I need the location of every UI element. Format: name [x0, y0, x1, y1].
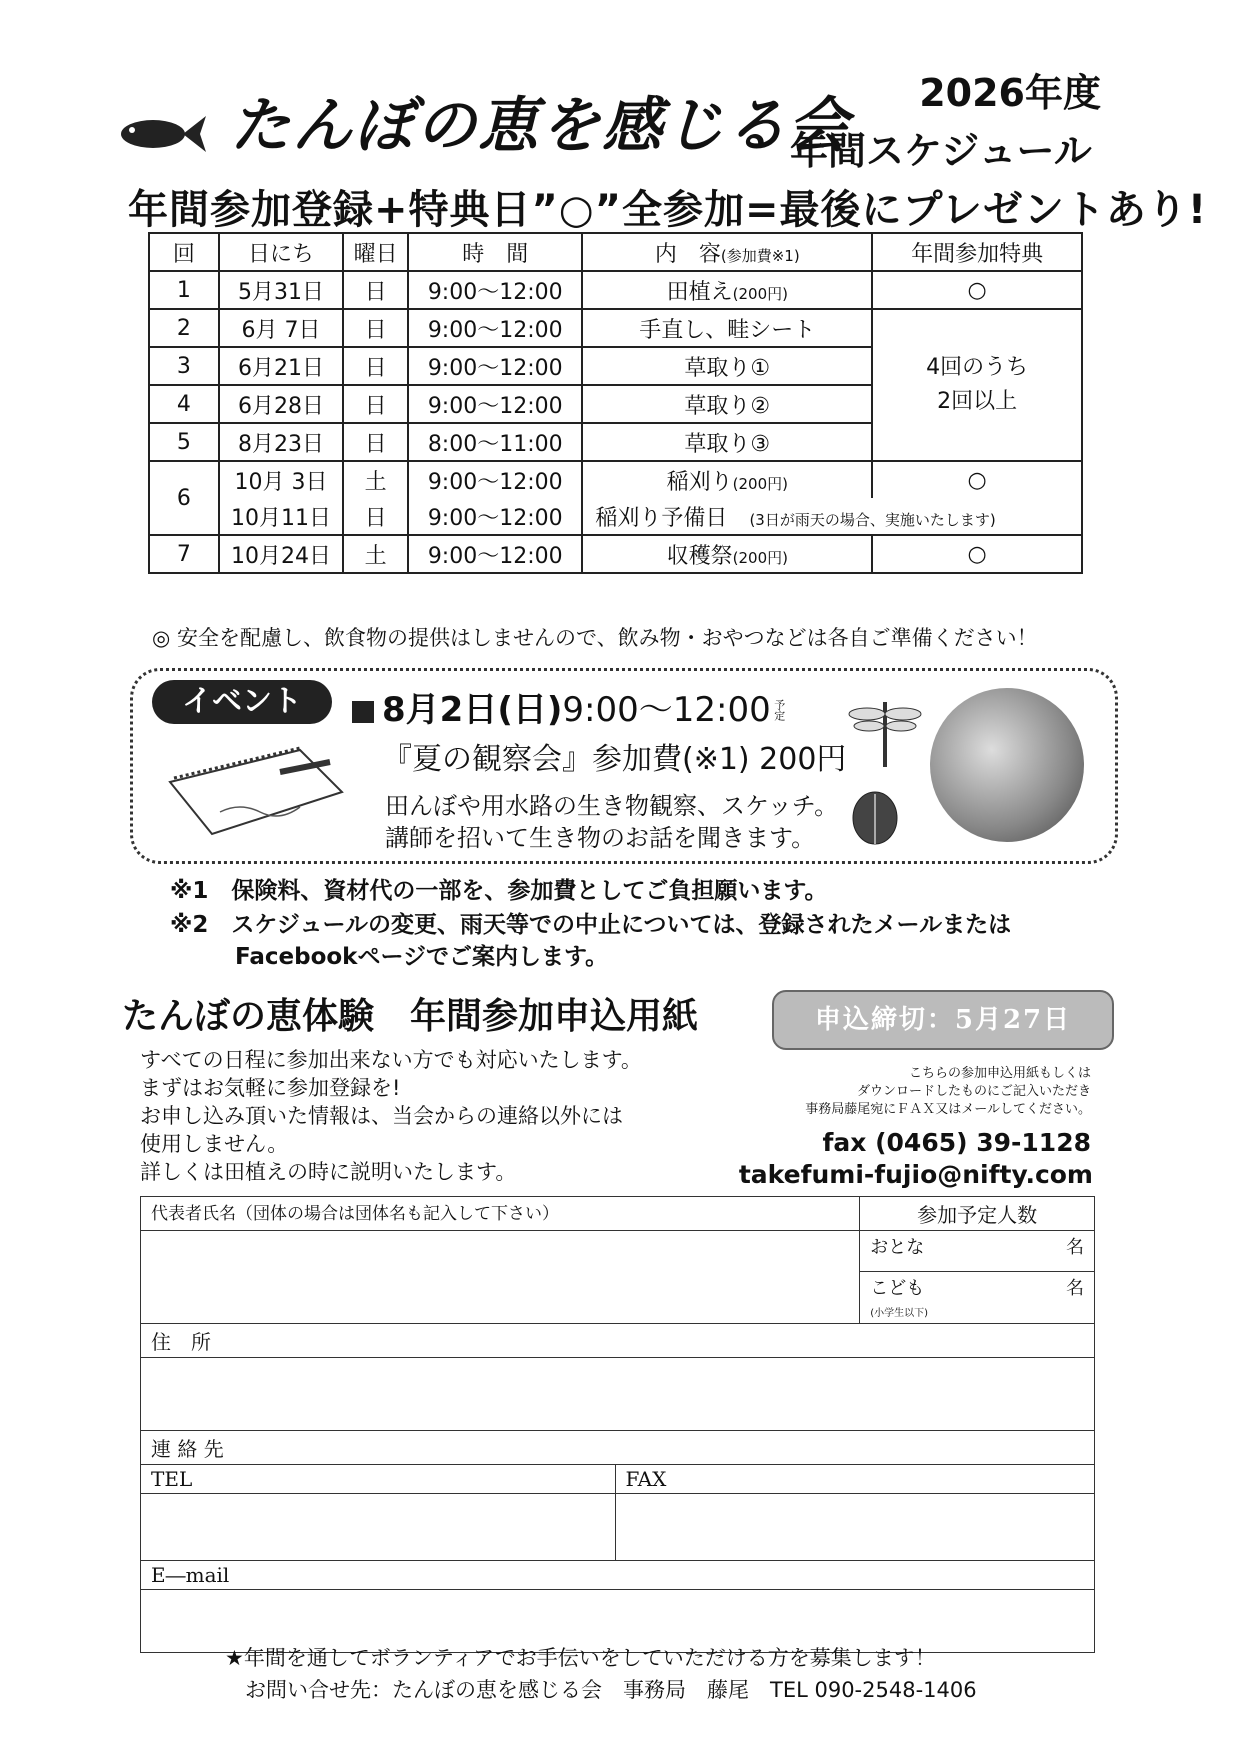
- intro-text: まずはお気軽に参加登録を!: [140, 1076, 401, 1100]
- row-content: 収穫祭(200円): [582, 535, 872, 573]
- submit-note: こちらの参加申込用紙もしくは: [908, 1066, 1091, 1081]
- row-content: 稲刈り(200円): [582, 461, 872, 498]
- fax-field[interactable]: [615, 1494, 1095, 1561]
- row-number: 3: [149, 347, 219, 385]
- nature-photo: [930, 688, 1084, 842]
- group-benefit: 4回のうち 2回以上: [872, 309, 1082, 461]
- row-time: 9:00～12:00: [408, 385, 582, 423]
- table-row: [149, 309, 1082, 347]
- event-description: 田んぼや用水路の生き物観察、スケッチ。: [385, 792, 839, 820]
- email-address[interactable]: takefumi-fujio@nifty.com: [738, 1160, 1093, 1189]
- column-header: 内 容(参加費※1): [582, 233, 872, 271]
- row-day: 日: [343, 347, 408, 385]
- intro-text: 使用しません。: [140, 1132, 289, 1156]
- event-description: 講師を招いて生き物のお話を聞きます。: [385, 824, 816, 852]
- note-fee: ※1 保険料、資材代の一部を、参加費としてご負担願います。: [170, 878, 828, 904]
- dragonfly-icon: [845, 692, 925, 772]
- adult-label: おとな: [870, 1237, 925, 1258]
- submit-note: ダウンロードしたものにご記入いただき: [856, 1084, 1091, 1099]
- sketchbook-icon: [160, 742, 350, 842]
- row-benefit: ○: [872, 535, 1082, 573]
- fax-number: fax (0465) 39-1128: [822, 1128, 1091, 1157]
- volunteer-recruit: ★年間を通してボランティアでお手伝いをしていただける方を募集します！: [225, 1646, 936, 1670]
- tagline: 年間参加登録+特典日”○”全参加=最後にプレゼントあり!: [128, 187, 1208, 233]
- schedule-subtitle: 年間スケジュール: [790, 129, 1092, 173]
- row-date: 6月 7日: [219, 309, 343, 347]
- row-content: 田植え(200円): [582, 271, 872, 309]
- count-unit: 名: [1066, 1278, 1084, 1299]
- rep-name-field[interactable]: [141, 1231, 860, 1324]
- cicada-icon: [840, 780, 910, 850]
- contact-label: 連 絡 先: [141, 1431, 1095, 1465]
- row-number: 1: [149, 271, 219, 309]
- row-date: 5月31日: [219, 271, 343, 309]
- row-content: 手直し、畦シート: [582, 309, 872, 347]
- row-date: 10月11日: [219, 498, 343, 535]
- intro-text: お申し込み頂いた情報は、当会からの連絡以外には: [140, 1104, 623, 1128]
- row-time: 9:00～12:00: [408, 461, 582, 498]
- row-content: 草取り②: [582, 385, 872, 423]
- participants-label: 参加予定人数: [860, 1197, 1095, 1231]
- row-benefit: ○: [872, 461, 1082, 498]
- column-header: 年間参加特典: [872, 233, 1082, 271]
- address-label: 住 所: [141, 1324, 1095, 1358]
- address-field[interactable]: [141, 1358, 1095, 1431]
- email-label: E―mail: [141, 1561, 1095, 1590]
- row-day: 日: [343, 271, 408, 309]
- row-day: 土: [343, 461, 408, 498]
- row-time: 9:00～12:00: [408, 498, 582, 535]
- fax-label: FAX: [615, 1465, 1095, 1494]
- adult-count-field[interactable]: [860, 1231, 1095, 1272]
- application-title: たんぼの恵体験 年間参加申込用紙: [122, 995, 699, 1037]
- table-header-row: [149, 233, 1082, 271]
- row-date: 10月 3日: [219, 461, 343, 498]
- row-benefit: ○: [872, 271, 1082, 309]
- row-number: 6: [149, 461, 219, 535]
- row-content: 草取り①: [582, 347, 872, 385]
- row-date: 8月23日: [219, 423, 343, 461]
- column-header: 回: [149, 233, 219, 271]
- row-date: 6月28日: [219, 385, 343, 423]
- event-badge: イベント: [152, 680, 332, 724]
- table-row: [149, 461, 1082, 498]
- row-day: 日: [343, 385, 408, 423]
- application-form: [140, 1196, 1095, 1653]
- row-number: 7: [149, 535, 219, 573]
- deadline-badge: 申込締切：5月27日: [772, 990, 1114, 1050]
- square-bullet-icon: [352, 701, 374, 723]
- row-day: 日: [343, 498, 408, 535]
- row-content: 稲刈り予備日 (3日が雨天の場合、実施いたします): [582, 498, 1082, 535]
- row-day: 日: [343, 309, 408, 347]
- count-unit: 名: [1066, 1237, 1084, 1258]
- intro-text: すべての日程に参加出来ない方でも対応いたします。: [140, 1048, 642, 1072]
- row-time: 9:00～12:00: [408, 535, 582, 573]
- row-date: 10月24日: [219, 535, 343, 573]
- row-time: 9:00～12:00: [408, 271, 582, 309]
- row-day: 土: [343, 535, 408, 573]
- submit-note: 事務局藤尾宛にＦＡＸ又はメールしてください。: [805, 1102, 1091, 1117]
- child-label: こども: [870, 1278, 925, 1299]
- fish-icon: [108, 106, 208, 156]
- row-time: 9:00～12:00: [408, 309, 582, 347]
- row-number: 2: [149, 309, 219, 347]
- note-schedule-change: ※2 スケジュールの変更、雨天等での中止については、登録されたメールまたは: [170, 912, 1012, 938]
- tel-label: TEL: [141, 1465, 616, 1494]
- row-date: 6月21日: [219, 347, 343, 385]
- table-row: [149, 271, 1082, 309]
- intro-text: 詳しくは田植えの時に説明いたします。: [140, 1160, 517, 1184]
- row-day: 日: [343, 423, 408, 461]
- row-content: 草取り③: [582, 423, 872, 461]
- note-schedule-change-cont: Facebookページでご案内します。: [235, 944, 609, 970]
- schedule-table: [148, 232, 1083, 574]
- row-number: 4: [149, 385, 219, 423]
- table-row: [149, 535, 1082, 573]
- fiscal-year: 2026年度: [919, 71, 1101, 115]
- column-header: 時 間: [408, 233, 582, 271]
- child-count-field[interactable]: [860, 1272, 1095, 1324]
- row-number: 5: [149, 423, 219, 461]
- safety-notice: ◎ 安全を配慮し、飲食物の提供はしませんので、飲み物・おやつなどは各自ご準備ください！: [152, 626, 1038, 650]
- column-header: 日にち: [219, 233, 343, 271]
- tel-field[interactable]: [141, 1494, 616, 1561]
- org-title: たんぼの恵を感じる会: [230, 91, 850, 161]
- contact-info: お問い合せ先：たんぼの恵を感じる会 事務局 藤尾 TEL 090-2548-1406: [245, 1678, 977, 1702]
- child-note: (小学生以下): [870, 1308, 929, 1319]
- table-row: [149, 498, 1082, 535]
- row-time: 9:00～12:00: [408, 347, 582, 385]
- event-title: 『夏の観察会』参加費(※1) 200円: [382, 742, 847, 777]
- row-time: 8:00～11:00: [408, 423, 582, 461]
- column-header: 曜日: [343, 233, 408, 271]
- rep-name-label: 代表者氏名（団体の場合は団体名も記入して下さい）: [141, 1197, 860, 1231]
- event-date: 8月2日(日)9:00～12:00 予定: [352, 682, 787, 731]
